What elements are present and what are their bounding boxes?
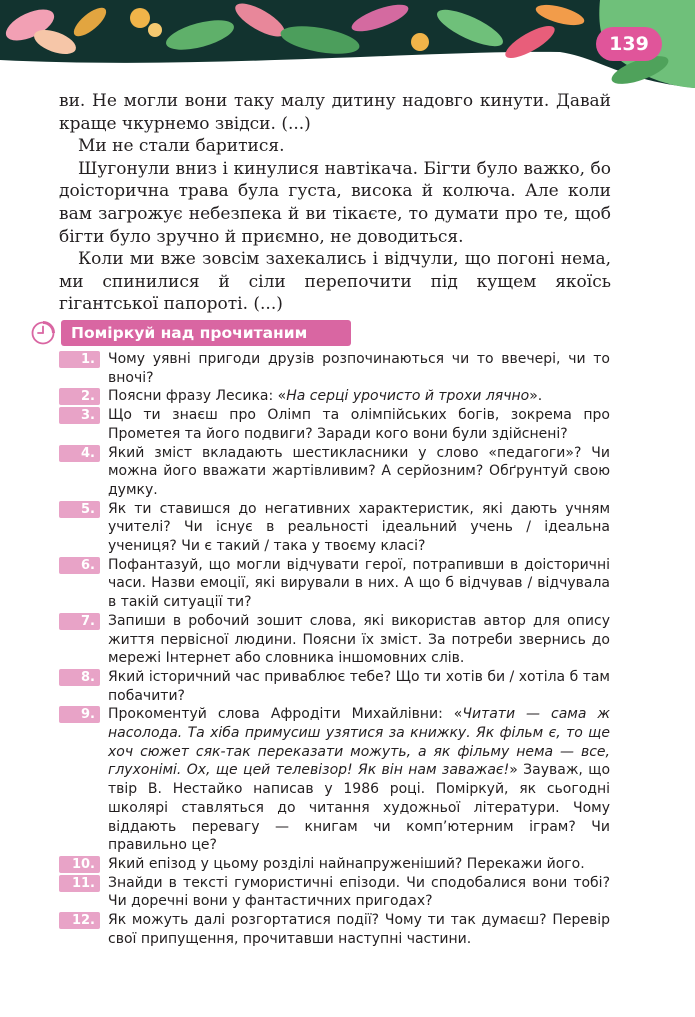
question-number: 2.: [59, 388, 100, 405]
question-text: Який зміст вкладають шестикласники у слово «педагоги»? Чи можна його вважати жартівливим? А серйозним? Обґрунтуй свою думку.: [108, 444, 610, 498]
question-number: 1.: [59, 351, 100, 368]
story-text: [59, 90, 611, 316]
question-number: 4.: [59, 445, 100, 462]
list-item: [59, 350, 610, 387]
quote-italic: На серці урочисто й трохи лячно: [286, 388, 530, 405]
question-text: Який історичний час приваблює тебе? Що ти хотів би / хотіла б там побачити?: [108, 668, 610, 704]
story-paragraph: Коли ми вже зовсім захекались і відчули, що погоні нема, ми спинилися й сіли перепочити під кущем якоїсь гігантської папороті. (...): [59, 249, 611, 315]
question-list: [59, 350, 610, 949]
question-text: Що ти знаєш про Олімп та олімпійських богів, зокрема про Прометея та його подвиги? Заради кого вони були здійснені?: [108, 407, 610, 442]
quote-italic: Читати — сама ж насолода. Та хіба примусиш узятися за книжку. Як фільм є, то ще хоч сюжет сяк-так переказати можуть, а як фільму нема — все, глухонімі. Ох, ще цей телевізор! Як він нам заважає!: [108, 706, 610, 779]
question-text-plain: ».: [529, 388, 543, 405]
question-text: Як ти ставишся до негативних характеристик, які дають учням учителі? Чи існує в реальності ідеальний учень / ідеальна учениця? Чи є такий / така у твоєму класі?: [108, 500, 610, 555]
question-text: [108, 705, 610, 855]
list-item: [59, 556, 610, 612]
list-item: [59, 500, 610, 556]
header-banner: [0, 0, 695, 90]
question-text: Як можуть далі розгортатися події? Чому ти так думаєш? Перевір свої припущення, прочитавши наступні частини.: [108, 912, 610, 947]
question-number: 11.: [59, 875, 100, 892]
question-text: Який епізод у цьому розділі найнапруженіший? Перекажи його.: [108, 855, 585, 872]
story-paragraph: Шугонули вниз і кинулися навтікача. Бігти було важко, бо доісторична трава була густа, висока й колюча. Але коли вам загрожує небезпека й ви тікаєте, то думати про те, щоб бігти було зручно й приємно, не доводиться.: [59, 158, 611, 247]
question-number: 8.: [59, 669, 100, 686]
question-number: 10.: [59, 856, 100, 873]
list-item: [59, 874, 610, 911]
page-number: 139: [596, 27, 662, 61]
question-text-plain: Прокоментуй слова Афродіти Михайлівни: «: [108, 706, 463, 723]
story-paragraph: Ми не стали баритися.: [78, 136, 285, 157]
clock-icon: [30, 320, 56, 346]
list-item: [59, 406, 610, 443]
question-number: 7.: [59, 613, 100, 630]
section-title: Поміркуй над прочитаним: [61, 320, 351, 346]
list-item: [59, 387, 610, 406]
question-text: [108, 387, 610, 406]
question-number: 9.: [59, 706, 100, 723]
question-text: Знайди в тексті гумористичні епізоди. Чи сподобалися вони тобі? Чи доречні вони у фантастичних пригодах?: [108, 874, 610, 910]
question-text: Пофантазуй, що могли відчувати герої, потрапивши в доісторичні часи. Назви емоції, які вирували в них. А що б відчував / відчувала в такій ситуації ти?: [108, 556, 610, 611]
list-item: [59, 855, 610, 874]
list-item: [59, 612, 610, 668]
question-text-plain: Поясни фразу Лесика: «: [108, 388, 287, 405]
question-text: Запиши в робочий зошит слова, які використав автор для опису життя первісної людини. Поясни їх зміст. За потреби звернись до мережі Інтернет або словника іншомовних слів.: [108, 612, 610, 667]
question-text: Чому уявні пригоди друзів розпочинаються чи то ввечері, чи то вночі?: [108, 351, 610, 386]
question-number: 6.: [59, 557, 100, 574]
question-text-plain: » Зауваж, що твір В. Нестайко написав у 1986 році. Поміркуй, як сьогодні школярі ставляться до читання художньої літератури. Чому віддають перевагу — книгам чи комп’ютерним іграм? Чи правильно це?: [108, 762, 611, 854]
list-item: [59, 911, 610, 948]
question-number: 12.: [59, 912, 100, 929]
list-item: [59, 444, 610, 500]
question-number: 5.: [59, 501, 100, 518]
list-item: [59, 668, 610, 705]
story-paragraph: ви. Не могли вони таку малу дитину надовго кинути. Давай краще чкурнемо звідси. (...): [59, 91, 611, 134]
question-number: 3.: [59, 407, 100, 424]
list-item: [59, 705, 610, 855]
